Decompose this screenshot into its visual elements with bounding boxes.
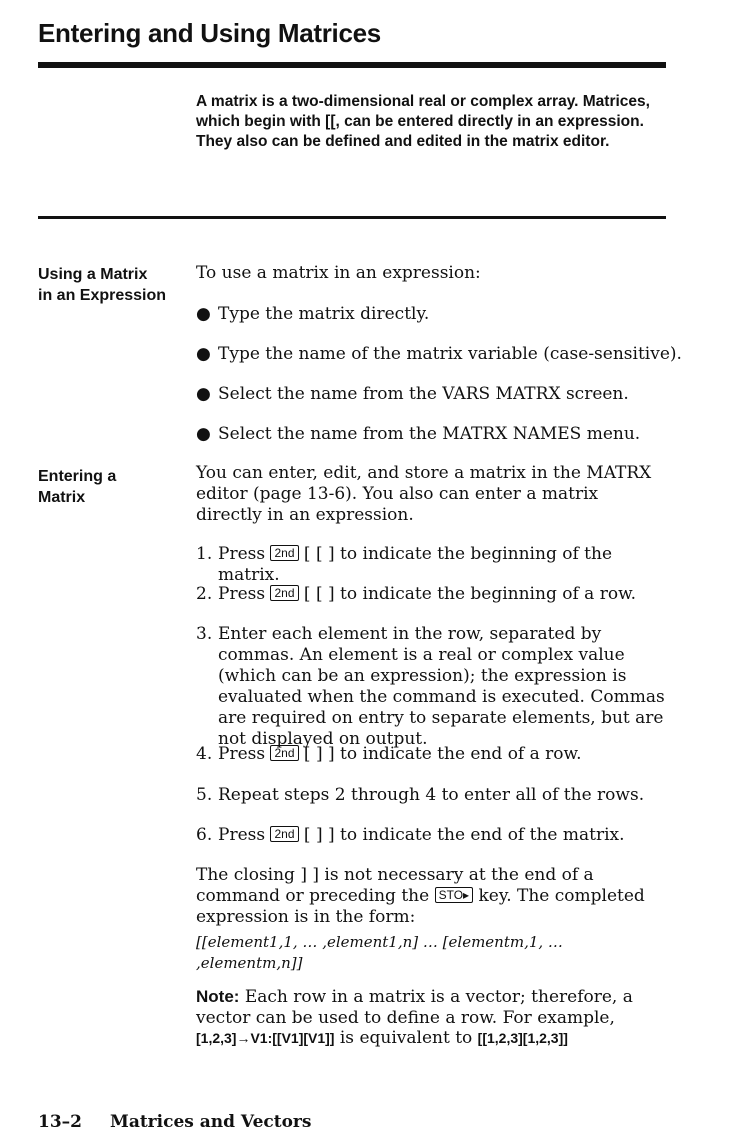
step-text: Enter each element in the row, separated by commas. An element is a real or complex value (which can be an expression); the expression is evaluated when the command is executed. Commas are required on entry to separate elements, but are not displayed on output. (218, 624, 665, 749)
bullet-text: Select the name from the MATRX NAMES menu. (218, 424, 641, 444)
side-heading-line: in an Expression (38, 287, 167, 304)
section-rule (38, 216, 666, 219)
sto-key: STO▸ (435, 887, 473, 903)
closing-paragraph: The closing ] ] is not necessary at the end of a command or preceding the STO▸ key. The completed expression is in the form: (196, 865, 645, 927)
step-text: Press 2nd [ [ ] to indicate the beginning of a row. (218, 584, 637, 604)
2nd-key: 2nd (270, 585, 298, 601)
note-label: Note: (196, 987, 240, 1006)
step-text: Repeat steps 2 through 4 to enter all of the rows. (218, 785, 645, 805)
side-heading-line: Using a Matrix (38, 266, 148, 283)
step-number: 4. (196, 744, 213, 764)
page-number: 13–2 (38, 1112, 82, 1132)
2nd-key: 2nd (270, 826, 298, 842)
example-result: [[1,2,3][1,2,3]] (477, 1030, 568, 1046)
bullet-dot: ● (196, 424, 211, 444)
step-number: 2. (196, 584, 213, 604)
note-example: [1,2,3]→V1:[[V1][V1]] is equivalent to [[1,2,3][1,2,3]] (196, 1028, 568, 1048)
side-heading-entering (38, 466, 188, 508)
bullet-dot: ● (196, 304, 211, 324)
intro-paragraph: A matrix is a two-dimensional real or complex array. Matrices, which begin with [[, can be entered directly in an expression. They also can be defined and edited in the matrix editor. (196, 93, 650, 150)
step-number: 3. (196, 624, 213, 644)
2nd-key: 2nd (270, 745, 298, 761)
bullet-text: Type the matrix directly. (218, 304, 430, 324)
page-title: Entering and Using Matrices (38, 18, 381, 48)
bullet-dot: ● (196, 384, 211, 404)
side-heading-using (38, 264, 188, 306)
step-text: Press 2nd [ ] ] to indicate the end of a row. (218, 744, 582, 764)
side-heading-line: Matrix (38, 489, 86, 506)
bullet-dot: ● (196, 344, 211, 364)
title-rule (38, 62, 666, 68)
using-lead: To use a matrix in an expression: (196, 263, 481, 283)
note-paragraph: Note: Each row in a matrix is a vector; therefore, a vector can be used to define a row. For example, (196, 987, 633, 1028)
side-heading-line: Entering a (38, 468, 117, 485)
step-number: 6. (196, 825, 213, 845)
entering-lead: You can enter, edit, and store a matrix in the MATRX editor (page 13-6). You also can enter a matrix directly in an expression. (196, 463, 652, 525)
step-number: 1. (196, 544, 213, 564)
matrix-form: [[element1,1, … ,element1,n] … [elementm,1, … ,elementm,n]] (196, 933, 563, 972)
step-text: Press 2nd [ ] ] to indicate the end of the matrix. (218, 825, 625, 845)
bullet-text: Type the name of the matrix variable (case-sensitive). (218, 344, 682, 364)
chapter-title: Matrices and Vectors (110, 1112, 312, 1132)
bullet-text: Select the name from the VARS MATRX screen. (218, 384, 629, 404)
step-number: 5. (196, 785, 213, 805)
2nd-key: 2nd (270, 545, 298, 561)
step-text: Press 2nd [ [ ] to indicate the beginning of the matrix. (218, 544, 613, 585)
example-code: [1,2,3]→V1:[[V1][V1]] (196, 1030, 335, 1046)
